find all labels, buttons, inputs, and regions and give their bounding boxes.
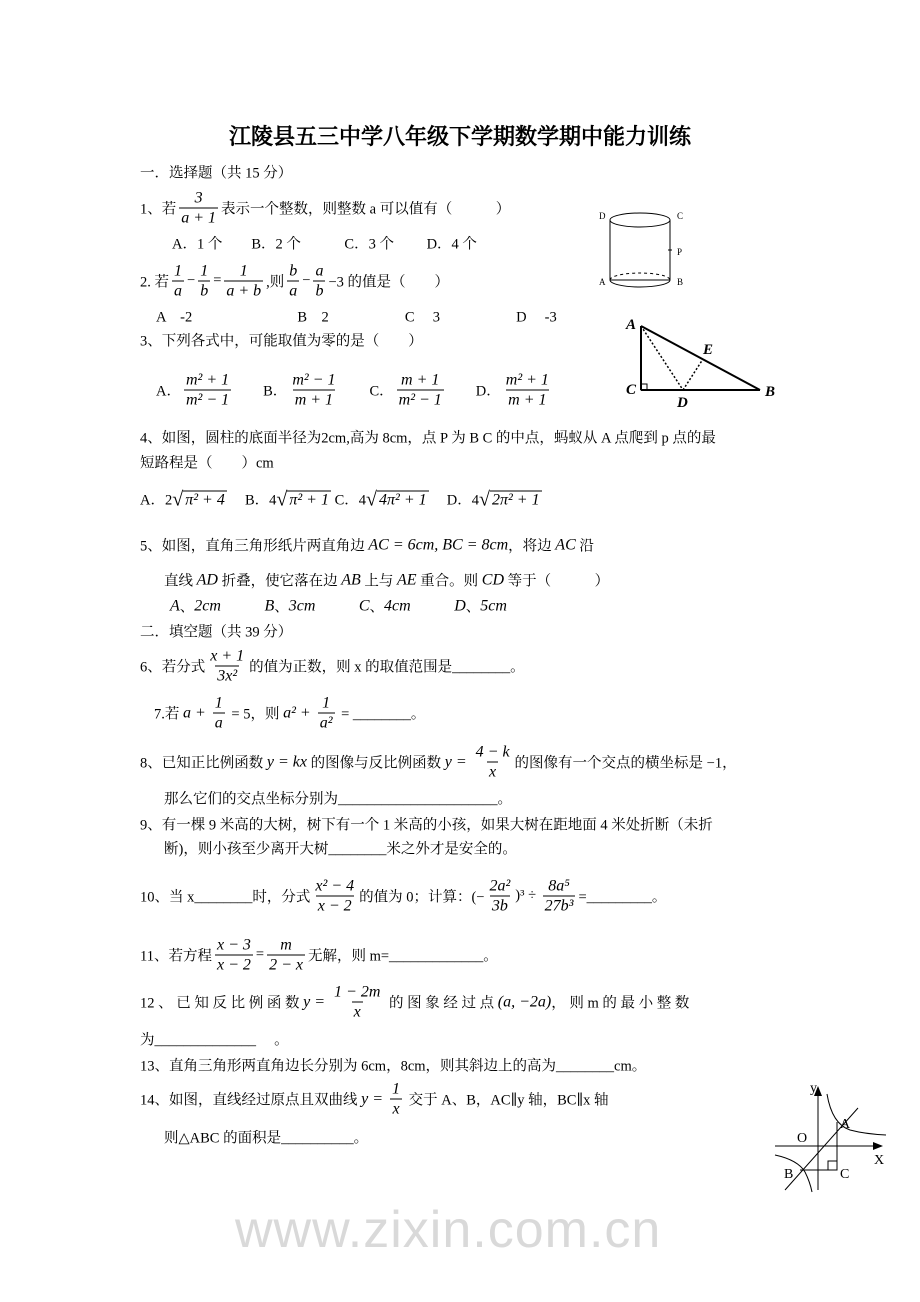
text-segment: 1、若 xyxy=(140,201,177,218)
math-expression: AC = 6cm, BC = 8cm xyxy=(368,536,509,553)
fraction xyxy=(332,983,382,1022)
denominator: x xyxy=(392,1100,400,1118)
question-9 xyxy=(140,814,713,835)
question-13 xyxy=(140,1055,646,1076)
text-segment: 表示一个整数，则整数 a 可以值有（ ） xyxy=(221,201,511,218)
text-segment: D．4 xyxy=(428,492,479,509)
question-14 xyxy=(140,1080,609,1119)
text-segment: 二．填空题（共 39 分） xyxy=(140,624,293,641)
denominator: b xyxy=(315,282,324,300)
text-segment xyxy=(411,596,455,617)
square-root xyxy=(479,489,542,509)
question-8 xyxy=(140,743,737,782)
denominator: a xyxy=(214,714,223,732)
text-segment: 4、如图，圆柱的底面半径为2cm,高为 8cm，点 P 为 B C 的中点，蚂蚁从 A 点爬到 p 点的最 xyxy=(140,430,716,447)
math-expression: 4cm xyxy=(384,597,411,614)
square-root xyxy=(172,489,227,509)
fraction xyxy=(474,743,512,782)
fraction xyxy=(179,189,218,228)
math-expression: AD xyxy=(196,571,218,588)
fraction xyxy=(397,371,444,410)
fraction xyxy=(224,262,263,301)
question-14-cont xyxy=(164,1127,368,1148)
label-a: A xyxy=(840,1117,851,1132)
text-segment: 重合。则 xyxy=(416,573,482,590)
question-8-cont xyxy=(164,788,512,809)
numerator: 3 xyxy=(194,189,203,207)
text-segment: 的值为正数，则 x 的取值范围是________。 xyxy=(249,659,525,676)
math-expression: AC xyxy=(555,536,576,553)
text-segment: 、 xyxy=(369,599,385,616)
numerator: a xyxy=(315,262,324,280)
text-segment: 、 xyxy=(179,599,195,616)
page-title: 江陵县五三中学八年级下学期数学期中能力训练 xyxy=(228,124,691,149)
fraction xyxy=(290,371,337,410)
text-segment: −3 的值是（ ） xyxy=(328,274,450,291)
text-segment: 5、如图，直角三角形纸片两直角边 xyxy=(140,538,369,555)
denominator: m + 1 xyxy=(294,391,334,409)
text-segment: 的 图 象 经 过 点 xyxy=(385,995,498,1012)
square-root xyxy=(366,489,429,509)
question-5 xyxy=(140,535,594,556)
denominator: 3b xyxy=(491,897,508,915)
fraction xyxy=(267,936,305,975)
numerator: b xyxy=(289,262,298,280)
text-segment: 直线 xyxy=(164,573,197,590)
numerator: 2a² xyxy=(489,877,511,895)
text-segment: B． xyxy=(234,383,288,400)
radicand: π² + 4 xyxy=(185,491,225,508)
question-9-cont xyxy=(164,838,517,859)
question-11 xyxy=(140,936,498,975)
text-segment: ，将边 xyxy=(508,538,556,555)
fraction xyxy=(313,877,356,916)
fraction xyxy=(504,371,551,410)
label-d: D xyxy=(677,395,688,410)
question-2-options xyxy=(156,306,557,327)
math-expression: 3cm xyxy=(288,597,316,614)
radical-sign-icon: √ xyxy=(172,488,184,510)
label-y: y xyxy=(810,1081,817,1096)
square-root xyxy=(276,489,331,509)
radical-sign-icon: √ xyxy=(276,488,288,510)
numerator: x² − 4 xyxy=(315,877,355,895)
text-segment: 、 xyxy=(465,599,481,616)
question-3 xyxy=(140,330,423,351)
text-segment: A．2 xyxy=(140,492,173,509)
fraction xyxy=(184,371,231,410)
label-o: O xyxy=(797,1131,808,1146)
denominator: b xyxy=(200,282,209,300)
text-segment: ,则 xyxy=(266,274,285,291)
math-expression: AB xyxy=(341,571,361,588)
label-b: B xyxy=(784,1167,794,1182)
text-segment: A．1 个 B．2 个 C．3 个 D．4 个 xyxy=(172,236,477,253)
text-segment: 的值为 0；计算：(− xyxy=(359,889,485,906)
label-b: B xyxy=(677,277,684,287)
radical-sign-icon: √ xyxy=(478,488,490,510)
label-c: C xyxy=(626,382,637,398)
text-segment: = xyxy=(255,946,265,963)
text-segment: =_________。 xyxy=(578,889,667,906)
question-4 xyxy=(140,427,716,448)
denominator: m² − 1 xyxy=(398,391,442,409)
label-e: E xyxy=(703,342,714,358)
cylinder-figure xyxy=(595,205,695,300)
text-segment: A -2 B 2 C 3 D -3 xyxy=(156,309,557,326)
numerator: 8a⁵ xyxy=(548,877,570,895)
fraction xyxy=(198,262,210,301)
text-segment: − xyxy=(302,272,311,289)
section-heading-fill xyxy=(140,621,292,642)
text-segment: 一．选择题（共 15 分） xyxy=(140,165,293,182)
text-segment: 8、已知正比例函数 xyxy=(140,755,267,772)
text-segment: B．4 xyxy=(226,492,277,509)
fraction xyxy=(215,936,253,975)
denominator: x − 2 xyxy=(317,897,352,915)
label-c: C xyxy=(677,211,684,221)
numerator: 4 − k xyxy=(475,743,510,761)
hyperbola-figure xyxy=(770,1080,890,1195)
text-segment: 12 、 已 知 反 比 例 函 数 xyxy=(140,995,304,1012)
fraction xyxy=(487,877,512,916)
numerator: x − 3 xyxy=(216,936,251,954)
text-segment: = 5，则 xyxy=(227,706,284,723)
section-heading-choice xyxy=(140,162,292,183)
math-expression: (a, −2a) xyxy=(497,993,552,1010)
text-segment: D． xyxy=(446,383,501,400)
text-segment: 交于 A、B，AC∥y 轴，BC∥x 轴 xyxy=(405,1092,609,1109)
math-expression: C xyxy=(358,597,370,614)
fraction xyxy=(318,694,335,733)
fraction xyxy=(543,877,576,916)
denominator: a + b xyxy=(226,282,262,300)
text-segment: 7.若 xyxy=(154,706,183,723)
text-segment: )³ ÷ xyxy=(515,887,540,904)
text-segment: 短路程是（ ）cm xyxy=(140,455,274,472)
math-expression: y = xyxy=(303,993,330,1010)
question-5-cont xyxy=(164,570,609,591)
denominator: a + 1 xyxy=(181,209,217,227)
radical-sign-icon: √ xyxy=(366,488,377,510)
numerator: 1 xyxy=(214,694,223,712)
text-segment: C．4 xyxy=(330,492,367,509)
fraction xyxy=(287,262,299,301)
text-segment: = ________。 xyxy=(337,706,426,723)
numerator: 1 − 2m xyxy=(334,983,381,1001)
text-segment: = xyxy=(213,272,222,289)
math-expression: a + xyxy=(183,704,210,721)
text-segment: 2. 若 xyxy=(140,274,169,291)
numerator: 1 xyxy=(239,262,248,280)
question-12-cont xyxy=(140,1029,289,1050)
math-expression: B xyxy=(264,597,275,614)
radicand: 2π² + 1 xyxy=(491,491,540,508)
text-segment: 14、如图，直线经过原点且双曲线 xyxy=(140,1092,362,1109)
text-segment: − xyxy=(187,272,196,289)
question-4-options xyxy=(140,489,542,510)
text-segment: ， 则 m 的 最 小 整 数 xyxy=(551,995,690,1012)
denominator: 3x² xyxy=(217,667,238,685)
numerator: 1 xyxy=(392,1080,401,1098)
numerator: 1 xyxy=(174,262,182,280)
question-6 xyxy=(140,647,525,686)
denominator: a xyxy=(289,282,298,300)
text-segment: 为______________ 。 xyxy=(140,1032,289,1049)
label-b: B xyxy=(765,384,776,400)
label-a: A xyxy=(599,277,606,287)
text-segment: 13、直角三角形两直角边长分别为 6cm，8cm，则其斜边上的高为________cm。 xyxy=(140,1058,647,1075)
denominator: x xyxy=(489,763,497,781)
text-segment: 6、若分式 xyxy=(140,659,206,676)
question-10 xyxy=(140,877,666,916)
question-1-options xyxy=(172,233,477,254)
text-segment: 的图像有一个交点的横坐标是 −1， xyxy=(514,755,737,772)
label-x: X xyxy=(874,1153,885,1168)
text-segment: 的图像与反比例函数 xyxy=(306,755,445,772)
text-segment xyxy=(221,596,265,617)
numerator: m + 1 xyxy=(401,371,440,389)
numerator: m² − 1 xyxy=(292,371,336,389)
denominator: 27b³ xyxy=(544,897,574,915)
question-5-options xyxy=(170,596,507,617)
label-d: D xyxy=(599,211,606,221)
numerator: m² + 1 xyxy=(185,371,230,389)
text-segment: 无解，则 m=_____________。 xyxy=(307,948,498,965)
numerator: m² + 1 xyxy=(505,371,549,389)
text-segment: 断)，则小孩至少离开大树________米之外才是安全的。 xyxy=(164,841,517,858)
fraction xyxy=(313,262,325,301)
triangle-figure xyxy=(620,312,785,410)
numerator: x + 1 xyxy=(210,647,245,665)
text-segment: 3、下列各式中，可能取值为零的是（ ） xyxy=(140,333,423,350)
math-expression: 2cm xyxy=(194,597,221,614)
text-segment: 10、当 x________时，分式 xyxy=(140,889,311,906)
label-c: C xyxy=(840,1167,850,1182)
math-expression: AE xyxy=(397,571,417,588)
text-segment: 折叠，使它落在边 xyxy=(217,573,342,590)
numerator: 1 xyxy=(200,262,209,280)
denominator: m² − 1 xyxy=(185,391,230,409)
math-expression: a² + xyxy=(283,704,315,721)
text-segment: 沿 xyxy=(575,538,594,555)
numerator: 1 xyxy=(322,694,331,712)
label-p: P xyxy=(677,247,683,257)
math-expression: y = xyxy=(361,1090,388,1107)
watermark: www.zixin.com.cn xyxy=(235,1201,662,1259)
math-expression: 5cm xyxy=(480,597,507,614)
denominator: a xyxy=(174,282,182,300)
text-segment: 9、有一棵 9 米高的大树，树下有一个 1 米高的小孩，如果大树在距地面 4 米处折断（未折 xyxy=(140,817,713,834)
text-segment: 、 xyxy=(274,599,289,616)
text-segment: 11、若方程 xyxy=(140,948,212,965)
denominator: 2 − x xyxy=(269,956,303,974)
math-expression: CD xyxy=(481,571,505,588)
fraction xyxy=(208,647,246,686)
question-1 xyxy=(140,189,510,228)
text-segment: 等于（ ） xyxy=(504,573,610,590)
denominator: m + 1 xyxy=(508,391,547,409)
fraction xyxy=(213,694,225,733)
question-2 xyxy=(140,262,449,301)
denominator: a² xyxy=(319,714,333,732)
radicand: 4π² + 1 xyxy=(379,491,427,508)
radicand: π² + 1 xyxy=(289,491,329,508)
text-segment: 那么它们的交点坐标分别为______________________。 xyxy=(164,791,512,808)
question-12 xyxy=(140,983,689,1022)
text-segment: A． xyxy=(156,383,181,400)
denominator: x xyxy=(353,1003,361,1021)
fraction xyxy=(172,262,184,301)
question-4-cont xyxy=(140,452,274,473)
math-expression: A xyxy=(170,597,180,614)
math-expression: y = kx xyxy=(266,753,307,770)
numerator: m xyxy=(280,936,292,954)
math-expression: y = xyxy=(444,753,471,770)
question-3-options xyxy=(156,371,554,410)
question-7 xyxy=(154,694,425,733)
text-segment: 上与 xyxy=(360,573,397,590)
fraction xyxy=(390,1080,402,1119)
denominator: x − 2 xyxy=(216,956,251,974)
text-segment: C． xyxy=(340,383,394,400)
label-a: A xyxy=(626,317,637,333)
text-segment: 则△ABC 的面积是__________。 xyxy=(164,1130,369,1147)
math-expression: D xyxy=(454,597,466,614)
text-segment xyxy=(315,596,359,617)
